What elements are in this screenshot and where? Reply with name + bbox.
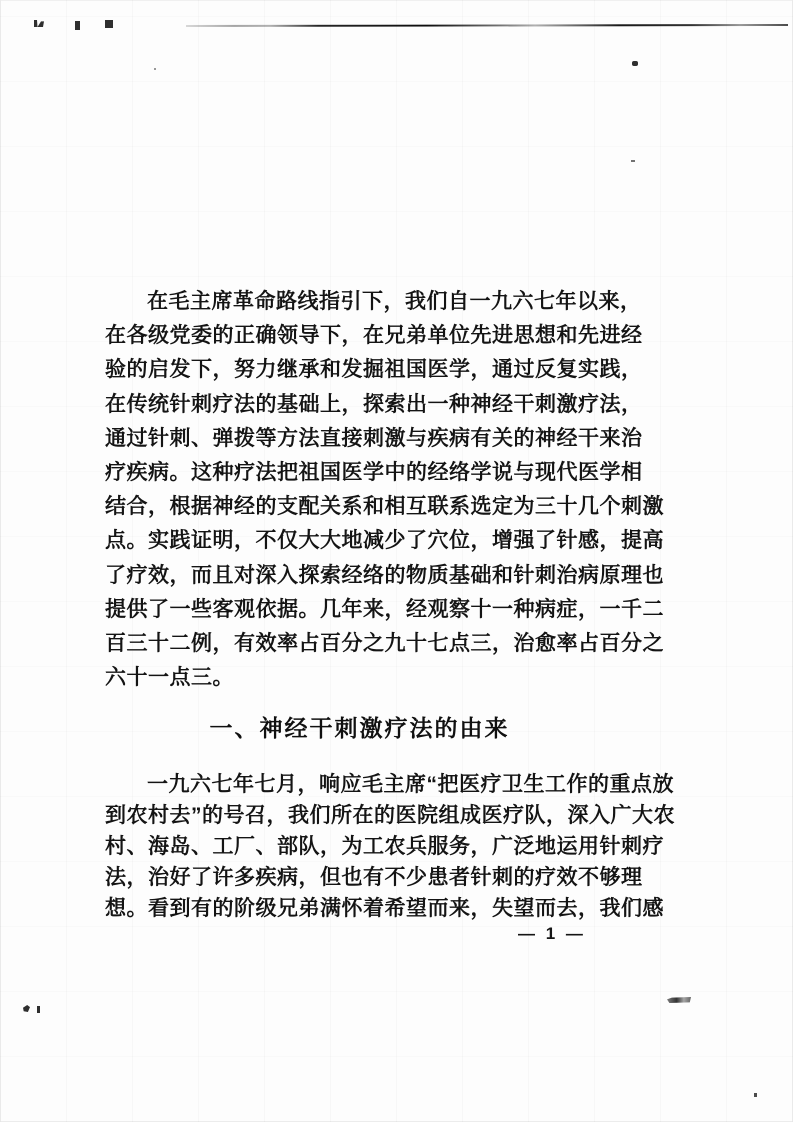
body-line: 通过针刺、弹拨等方法直接刺激与疾病有关的神经干来治 — [105, 426, 643, 450]
ink-speck — [105, 20, 113, 28]
ink-speck — [632, 61, 638, 66]
ink-speck — [34, 20, 44, 27]
ink-speck — [37, 1006, 40, 1013]
body-line: 了疗效，而且对深入探索经络的物质基础和针刺治病原理也 — [105, 563, 664, 587]
body-line: 疗疾病。这种疗法把祖国医学中的经络学说与现代医学相 — [105, 461, 643, 485]
ink-speck — [667, 997, 691, 1003]
section-heading: 一、神经干刺激疗法的由来 — [209, 715, 510, 742]
body-line: 验的启发下，努力继承和发掘祖国医学，通过反复实践， — [105, 358, 643, 382]
body-line: 百三十二例，有效率占百分之九十七点三，治愈率占百分之 — [105, 632, 664, 656]
body-line: 法，治好了许多疾病，但也有不少患者针刺的疗效不够理 — [105, 865, 643, 889]
ink-speck — [23, 1005, 30, 1012]
body-line: 在传统针刺疗法的基础上，探索出一种神经干刺激疗法， — [105, 392, 643, 416]
body-line: 提供了一些客观依据。几年来，经观察十一种病症，一千二 — [105, 597, 664, 621]
body-line: 一九六七年七月，响应毛主席“把医疗卫生工作的重点放 — [147, 773, 674, 797]
body-line: 到农村去”的号召，我们所在的医院组成医疗队，深入广大农 — [105, 804, 675, 828]
intro-paragraph — [105, 285, 664, 695]
ink-speck — [154, 68, 156, 70]
text-block — [105, 285, 675, 924]
page-number: — 1 — — [518, 924, 586, 943]
origin-paragraph — [105, 770, 675, 924]
body-line: 在各级党委的正确领导下，在兄弟单位先进思想和先进经 — [105, 324, 643, 348]
body-line: 想。看到有的阶级兄弟满怀着希望而来，失望而去，我们感 — [105, 896, 664, 920]
body-line: 在毛主席革命路线指引下，我们自一九六七年以来， — [147, 290, 642, 313]
body-line: 点。实践证明，不仅大大地减少了穴位，增强了针感，提高 — [105, 529, 664, 553]
scan-edge-line — [186, 24, 788, 27]
ink-speck — [754, 1093, 757, 1097]
ink-speck — [631, 160, 635, 162]
body-line: 村、海岛、工厂、部队，为工农兵服务，广泛地运用针刺疗 — [105, 835, 664, 859]
body-line: 结合，根据神经的支配关系和相互联系选定为三十几个刺激 — [105, 495, 664, 519]
body-line: 六十一点三。 — [105, 666, 234, 690]
ink-speck — [75, 21, 80, 30]
